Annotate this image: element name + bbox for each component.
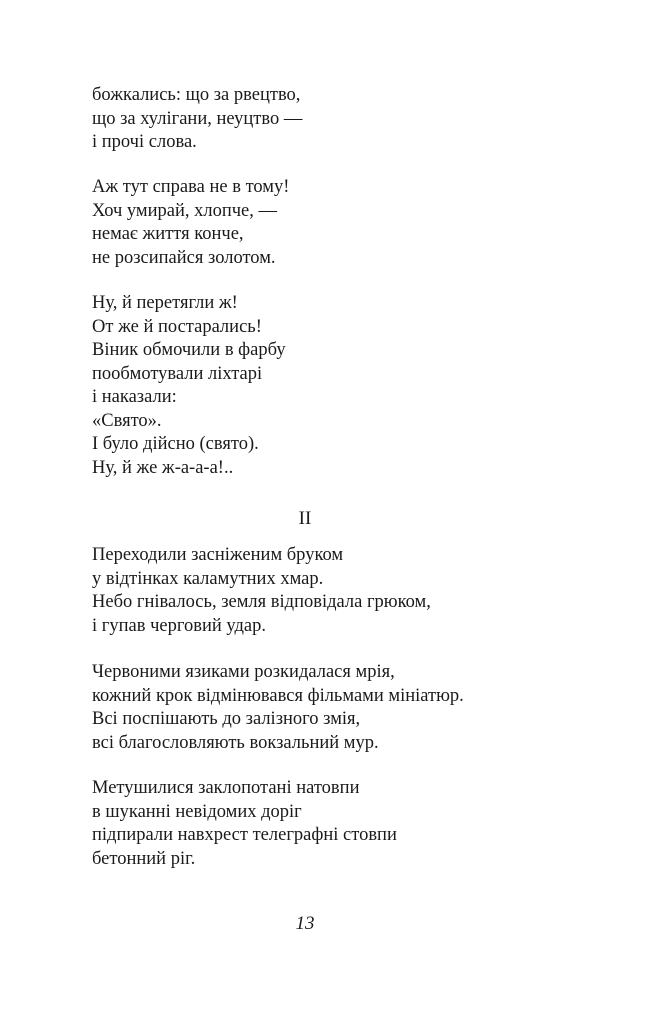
poem-line: божкались: що за рвецтво,: [92, 85, 301, 105]
poem-line: що за хулігани, неуцтво —: [92, 108, 303, 129]
poem-line: в шуканні невідомих доріг: [92, 801, 302, 822]
poem-line: «Свято».: [92, 410, 162, 431]
poem-line: Хоч умирай, хлопче, —: [92, 200, 278, 221]
poem-line: і наказали:: [92, 387, 177, 407]
poem-line: От же й постарались!: [92, 316, 262, 337]
poem-line: Ну, й же ж-а-а-а!..: [92, 457, 234, 478]
poem-line: у відтінках каламутних хмар.: [92, 568, 324, 589]
poem-line: Всі поспішають до залізного змія,: [92, 709, 361, 729]
poem-line: Ну, й перетягли ж!: [92, 293, 238, 313]
poem-line: підпирали навхрест телеграфні стовпи: [92, 825, 397, 845]
stanza-5: [92, 661, 464, 755]
poem-line: Переходили засніженим бруком: [92, 545, 344, 565]
poem-line: бетонний ріг.: [92, 848, 196, 869]
poem-line: Аж тут справа не в тому!: [92, 177, 290, 197]
poem-line: Віник обмочили в фарбу: [92, 340, 286, 360]
stanza-4: [92, 544, 431, 638]
page-number: 13: [295, 913, 315, 934]
poem-line: і прочі слова.: [92, 132, 197, 152]
stanza-3: [92, 292, 286, 480]
poem-line: пообмотували ліхтарі: [92, 363, 263, 384]
poem-line: не розсипайся золотом.: [92, 247, 276, 268]
poem-line: Червоними язиками розкидалася мрія,: [92, 662, 395, 682]
poem-line: Небо гнівалось, земля відповідала грюком,: [92, 592, 431, 612]
poem-line: немає життя конче,: [92, 224, 244, 244]
poem-line: і гупав черговий удар.: [92, 615, 266, 636]
section-heading: II: [298, 508, 312, 529]
stanza-2: [92, 176, 289, 270]
poem-line: всі благословляють вокзальний мур.: [92, 732, 379, 753]
stanza-1: [92, 84, 302, 155]
poem-line: кожний крок відмінювався фільмами мініатюр.: [92, 685, 464, 706]
stanza-6: [92, 777, 397, 871]
poem-line: І було дійсно (свято).: [92, 434, 259, 454]
poem-line: Метушилися заклопотані натовпи: [92, 778, 360, 798]
